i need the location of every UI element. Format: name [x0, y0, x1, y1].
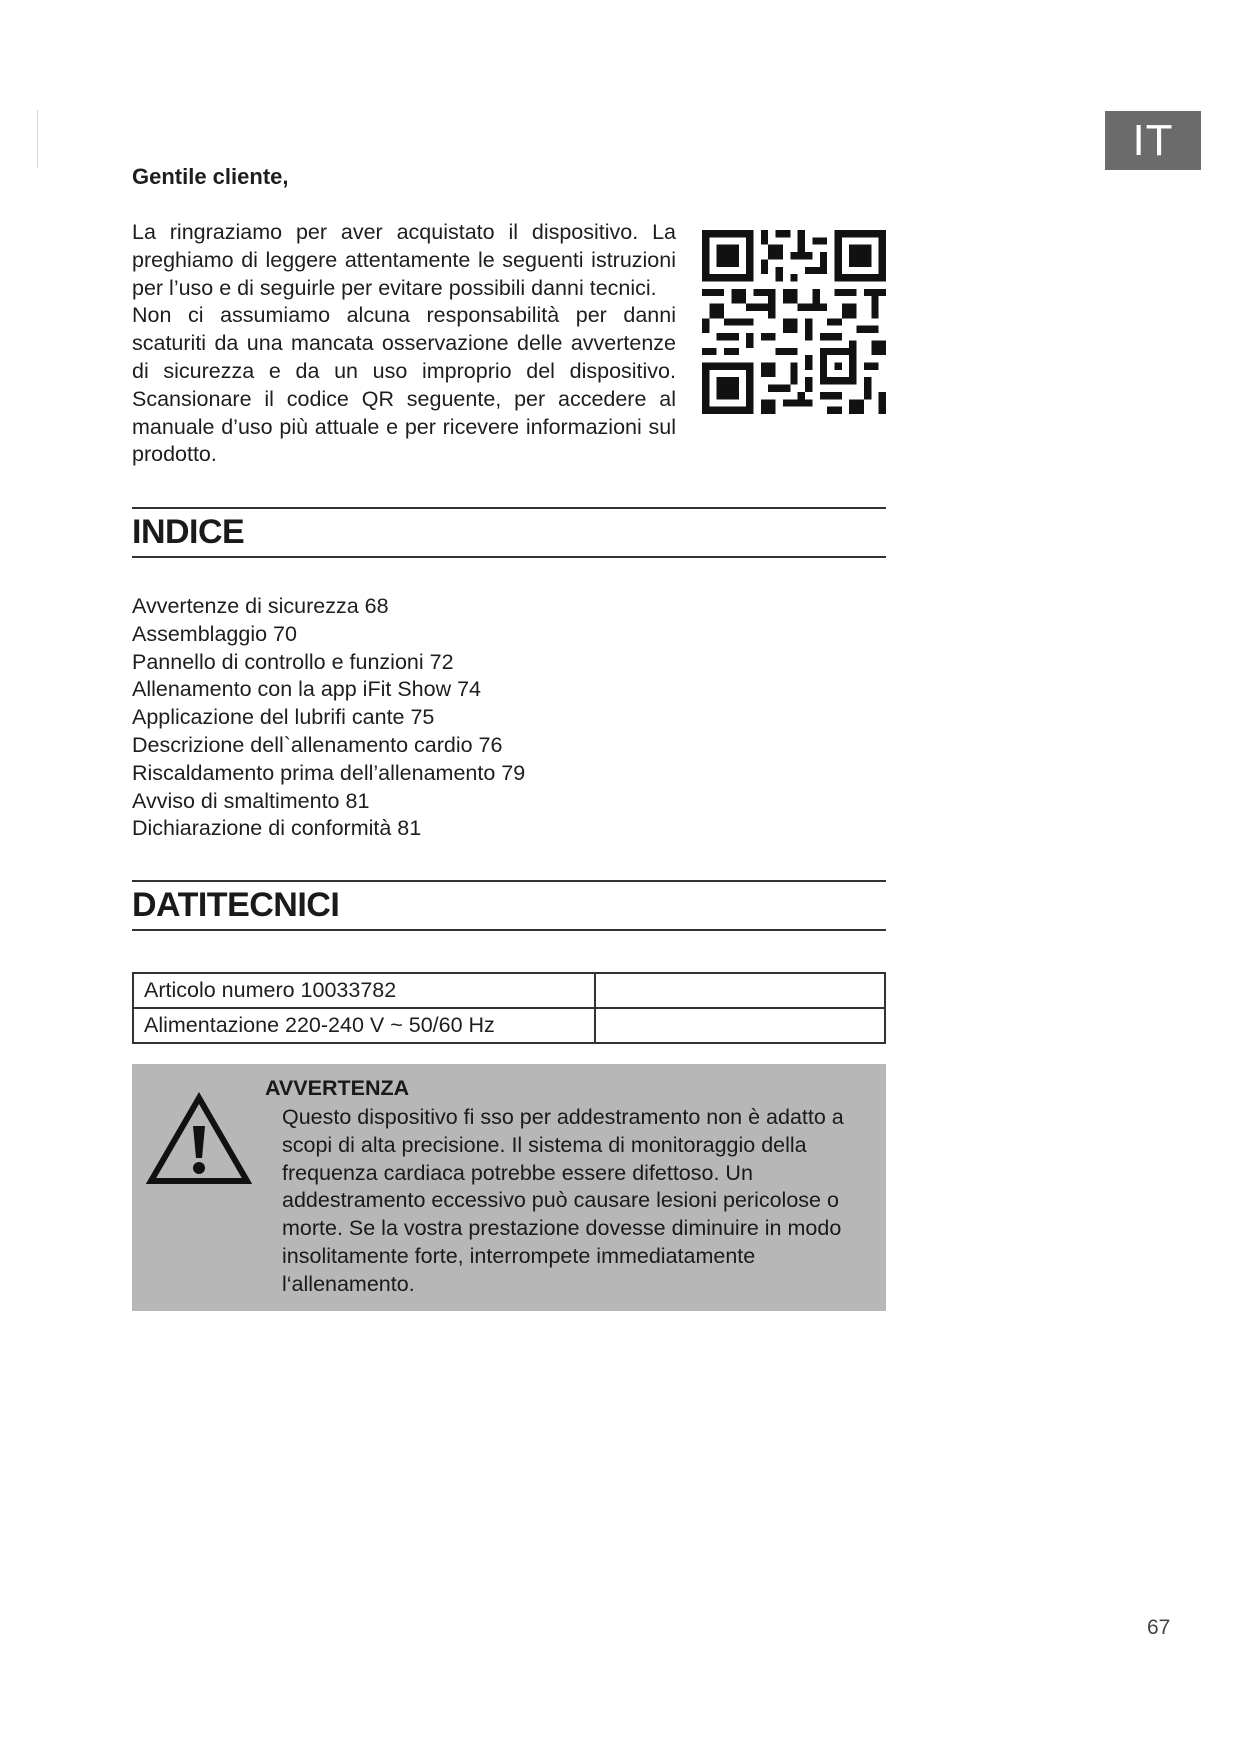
toc-item[interactable]: Avvertenze di sicurezza 68: [132, 594, 389, 618]
index-heading: [132, 507, 886, 558]
toc-item[interactable]: Allenamento con la app iFit Show 74: [132, 677, 481, 702]
table-row: [133, 973, 885, 1008]
spec-value: [595, 973, 885, 1008]
page-number: 67: [1147, 1616, 1171, 1639]
tech-data-table: [132, 972, 886, 1044]
toc-item[interactable]: Descrizione dell`allenamento cardio 76: [132, 732, 503, 757]
spec-label: Alimentazione 220-240 V ~ 50/60 Hz: [133, 1008, 595, 1043]
language-tab: IT: [1105, 111, 1201, 170]
toc-item[interactable]: Applicazione del lubrifi cante 75: [132, 705, 435, 730]
warning-box: [132, 1064, 886, 1311]
toc-item[interactable]: Riscaldamento prima dell’allenamento 79: [132, 760, 526, 785]
tech-title: DATITECNICI: [132, 886, 340, 924]
intro-text: [132, 219, 676, 469]
table-row: [133, 1008, 885, 1043]
spec-label: Articolo numero 10033782: [133, 973, 595, 1008]
tech-heading: [132, 880, 886, 931]
warning-text: Questo dispositivo fi sso per addestramento non è adatto a scopi di alta precisione. Il sistema di monitoraggio della frequenza cardiaca potrebbe essere difettoso. Un addestramento eccessivo può causare lesioni pericolose o morte. Se la vostra prestazione dovesse diminuire in modo insolitamente forte, interrompete immediatamente l‘allenamento.: [282, 1105, 844, 1296]
table-of-contents: [132, 593, 525, 843]
warning-triangle-icon: [146, 1092, 252, 1187]
toc-item[interactable]: Assemblaggio 70: [132, 621, 297, 646]
intro-paragraph-2: Non ci assumiamo alcuna responsabilità per danni scaturiti da una mancata osservazione delle avvertenze di sicurezza e da un uso improprio del dispositivo. Scansionare il codice QR seguente, per accedere al manuale d’uso più attuale e per ricevere informazioni sul prodotto.: [132, 303, 676, 467]
index-title: INDICE: [132, 513, 245, 551]
warning-title: AVVERTENZA: [265, 1076, 410, 1100]
greeting: Gentile cliente,: [132, 164, 289, 189]
intro-paragraph-1: La ringraziamo per aver acquistato il dispositivo. La preghiamo di leggere attentamente le seguenti istruzioni per l’uso e di seguirle per evitare possibili danni tecnici.: [132, 220, 676, 300]
toc-item[interactable]: Pannello di controllo e funzioni 72: [132, 649, 454, 674]
margin-line: [37, 110, 38, 168]
spec-value: [595, 1008, 885, 1043]
toc-item[interactable]: Avviso di smaltimento 81: [132, 788, 370, 813]
toc-item[interactable]: Dichiarazione di conformità 81: [132, 816, 422, 841]
qr-code[interactable]: [702, 230, 886, 414]
